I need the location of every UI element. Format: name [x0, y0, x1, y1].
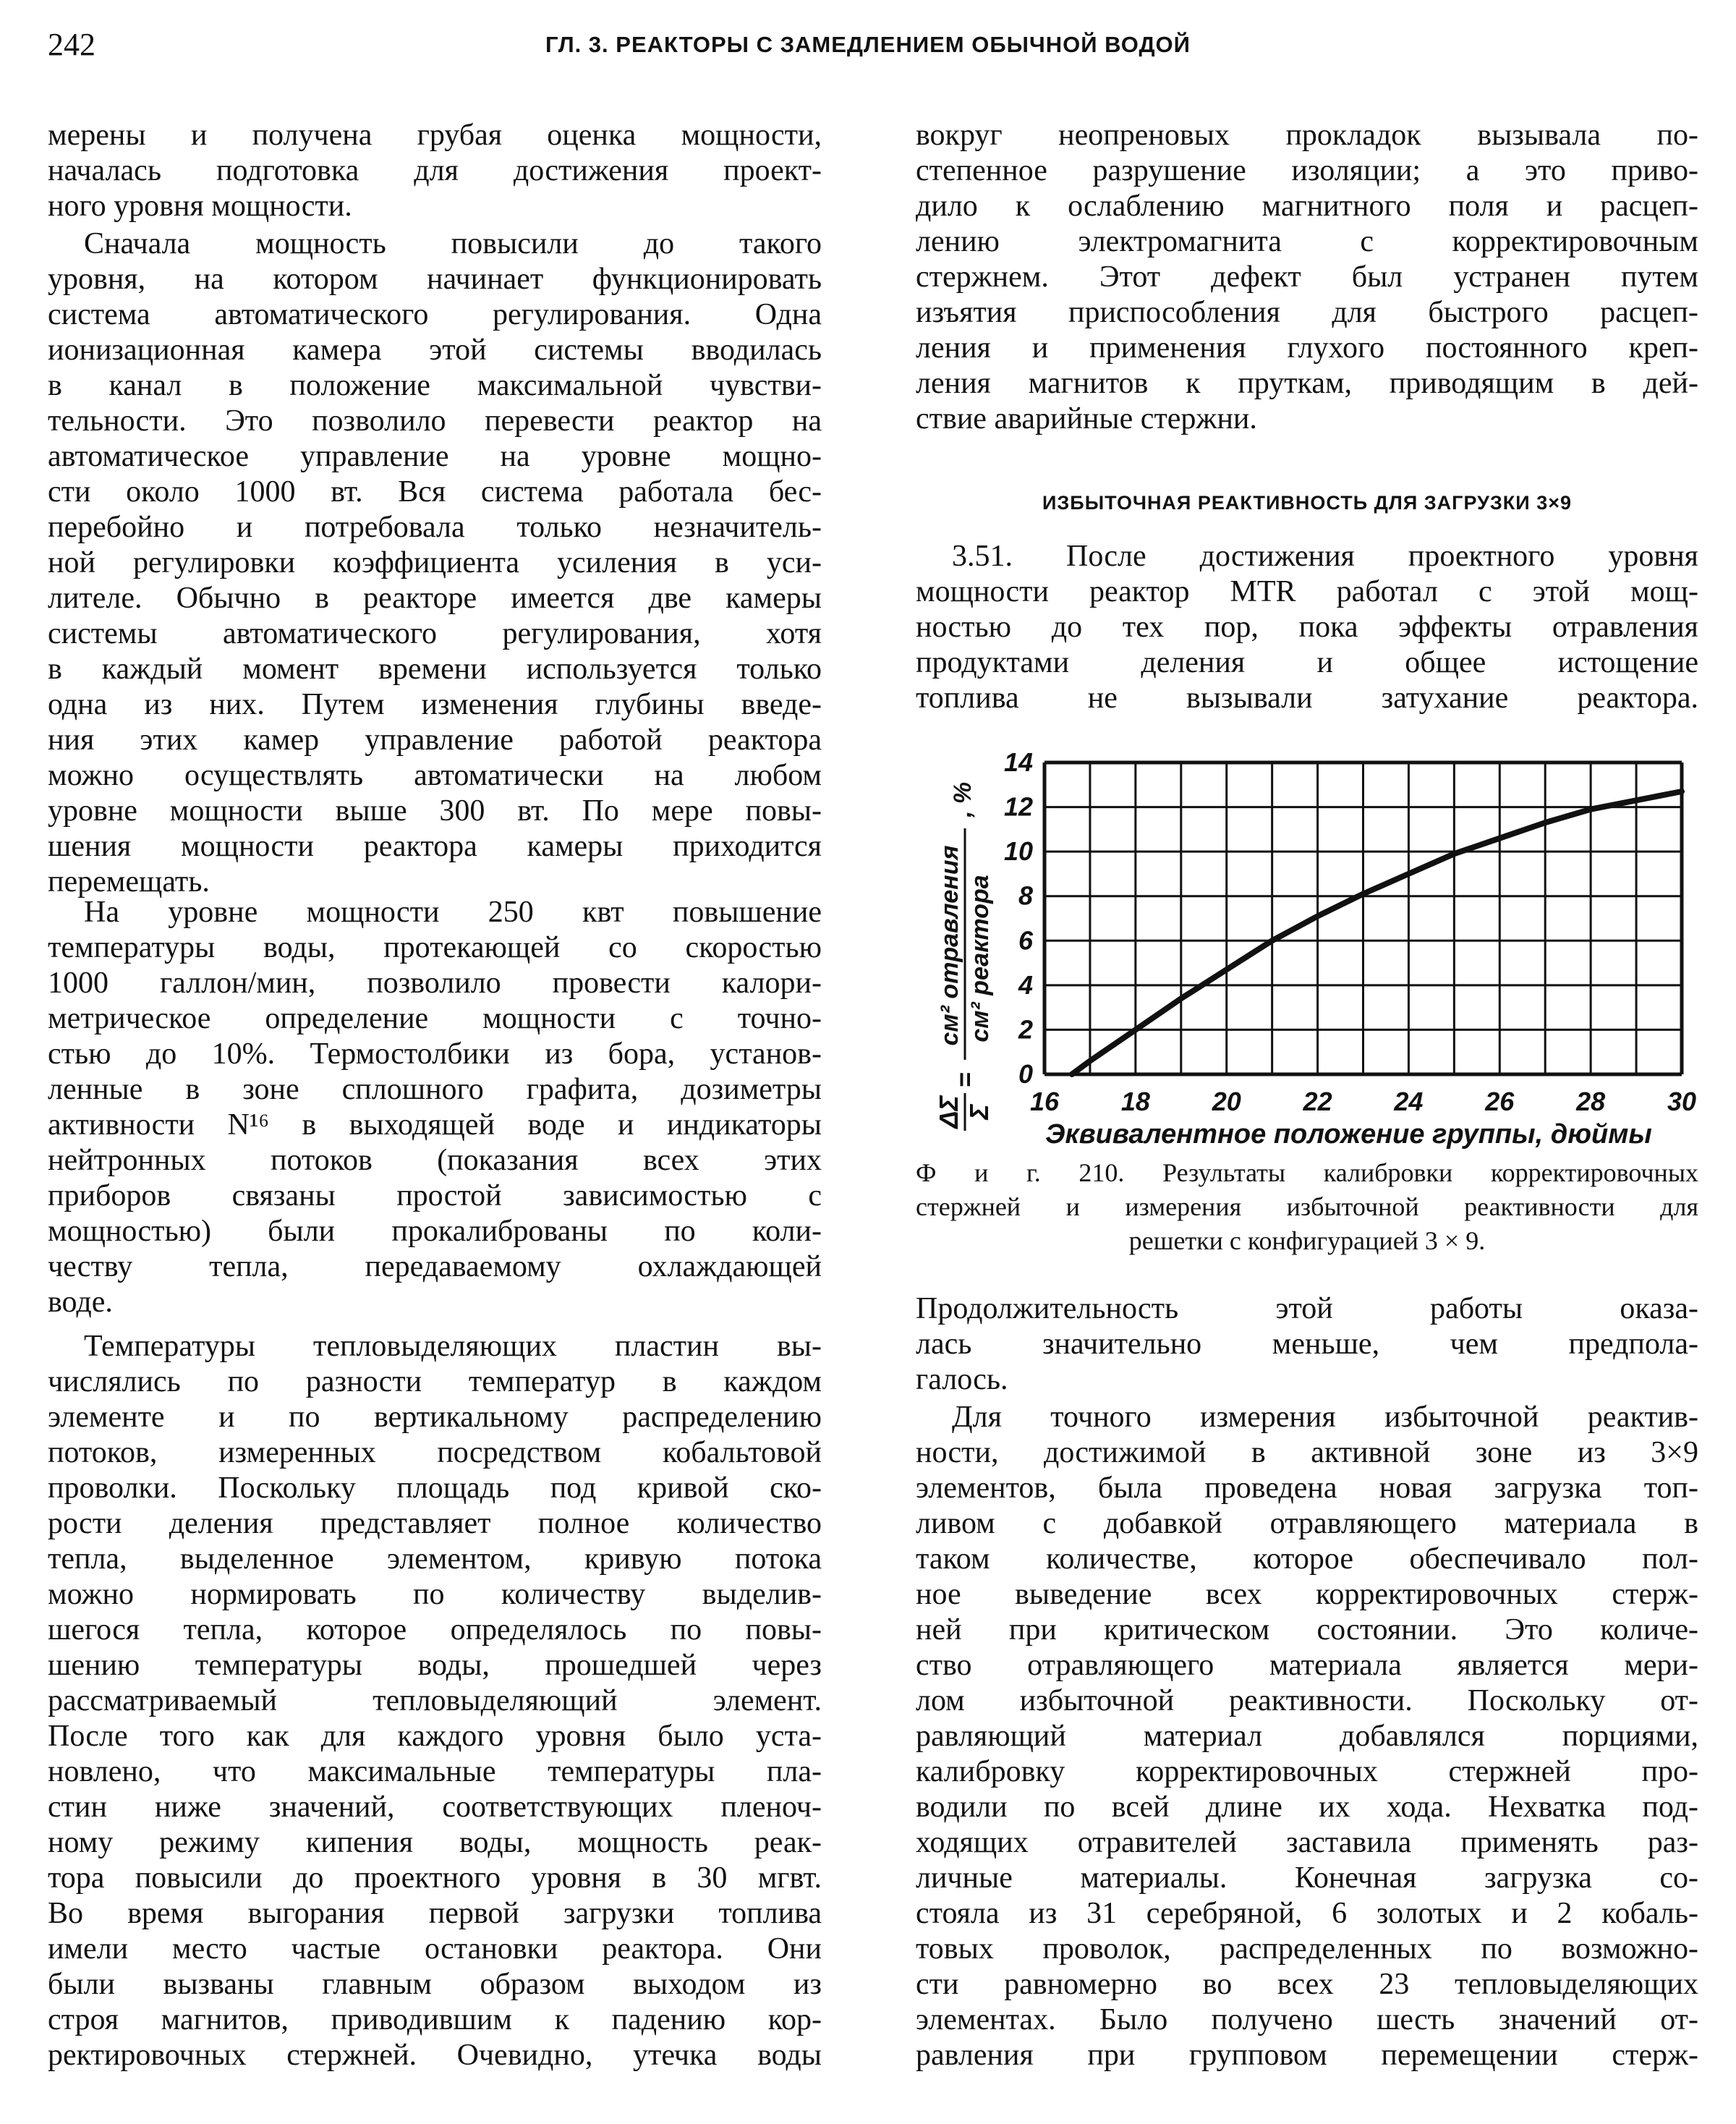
text-line: Продолжительность этой работы оказа- — [916, 1292, 1698, 1325]
x-tick-label: 30 — [1667, 1087, 1697, 1116]
x-tick-label: 26 — [1485, 1087, 1515, 1116]
y-tick-label: 4 — [1018, 969, 1033, 1000]
paragraph — [48, 895, 822, 1320]
paragraph — [48, 226, 822, 900]
text-line: элементах. Было получено шесть значений от- — [916, 2003, 1698, 2036]
text-line: температуры воды, протекающей со скоростью — [48, 931, 822, 964]
paragraph — [916, 118, 1698, 437]
text-line: лению электромагнита с корректировочным — [916, 225, 1698, 258]
text-line: равления при групповом перемещении стерж- — [916, 2039, 1698, 2072]
text-line: стин ниже значений, соответствующих пленоч- — [48, 1790, 822, 1824]
y-tick-label: 6 — [1018, 925, 1033, 956]
y-tick-label: 0 — [1018, 1059, 1033, 1089]
text-line: ленные в зоне сплошного графита, дозиметры — [48, 1073, 822, 1106]
text-line: 3.51. После достижения проектного уровня — [952, 540, 1698, 573]
text-line: строя магнитов, приводившим к падению кор- — [48, 2003, 822, 2036]
text-line: ления и применения глухого постоянного креп- — [916, 331, 1698, 365]
text-line: тельности. Это позволило перевести реактор на — [48, 404, 822, 438]
text-line: рассматриваемый тепловыделяющий элемент. — [48, 1684, 822, 1717]
y-tick-label: 2 — [1018, 1014, 1033, 1045]
text-line: равляющий материал добавлялся порциями, — [916, 1720, 1698, 1753]
x-axis-title: Эквивалентное положение группы, дюймы — [1045, 1119, 1652, 1150]
text-line: элементе и по вертикальному распределению — [48, 1401, 822, 1434]
paragraph — [916, 539, 1698, 716]
text-line: шегося тепла, которое определялось по повы- — [48, 1613, 822, 1647]
text-line: После того как для каждого уровня было уста- — [48, 1720, 822, 1753]
text-line: изъятия приспособления для быстрого расцеп- — [916, 296, 1698, 329]
ylabel-equals: = — [950, 1072, 979, 1088]
text-line: можно нормировать по количеству выделив- — [48, 1578, 822, 1611]
text-line: стержнем. Этот дефект был устранен путем — [916, 260, 1698, 294]
text-line: степенное разрушение изоляции; а это приво- — [916, 154, 1698, 187]
text-line: рости деления представляет полное количество — [48, 1507, 822, 1540]
y-axis-title — [934, 782, 994, 1131]
text-line: сти равномерно во всех 23 тепловыделяющих — [916, 1968, 1698, 2001]
text-line: можно осуществлять автоматически на любом — [48, 759, 822, 792]
text-line: в каждый момент времени используется только — [48, 653, 822, 686]
text-line: перемещать. — [48, 865, 210, 899]
text-line: Сначала мощность повысили до такого — [84, 227, 822, 260]
text-line: уровня, на котором начинает функционировать — [48, 263, 822, 296]
x-tick-label: 22 — [1303, 1087, 1332, 1116]
text-line: активности N¹⁶ в выходящей воде и индикаторы — [48, 1108, 822, 1142]
figure-caption — [916, 1156, 1698, 1258]
section-heading: ИЗБЫТОЧНАЯ РЕАКТИВНОСТЬ ДЛЯ ЗАГРУЗКИ 3×9 — [1042, 492, 1572, 514]
text-line: одна из них. Путем изменения глубины введе- — [48, 688, 822, 721]
text-line: водили по всей длине их хода. Нехватка под- — [916, 1790, 1698, 1824]
text-line: дило к ослаблению магнитного поля и расцеп- — [916, 190, 1698, 223]
text-line: элементов, была проведена новая загрузка топ- — [916, 1471, 1698, 1505]
text-line: метрическое определение мощности с точно- — [48, 1002, 822, 1035]
text-line: ство отравляющего материала является мери- — [916, 1649, 1698, 1682]
text-line: ния этих камер управление работой реактора — [48, 723, 822, 757]
text-line: стью до 10%. Термостолбики из бора, установ- — [48, 1037, 822, 1071]
paragraph — [916, 1291, 1698, 1398]
ylabel-lhs-numerator: ΔΣ — [934, 1095, 963, 1129]
text-line: ления магнитов к пруткам, приводящим в дей- — [916, 367, 1698, 400]
text-line: новлено, что максимальные температуры пла- — [48, 1755, 822, 1788]
text-line: ливом с добавкой отравляющего материала в — [916, 1507, 1698, 1540]
text-line: числялись по разности температур в каждом — [48, 1365, 822, 1398]
text-line: система автоматического регулирования. Одна — [48, 298, 822, 331]
text-line: сти около 1000 вт. Вся система работала бес- — [48, 475, 822, 509]
text-line: мощностью) были прокалиброваны по коли- — [48, 1215, 822, 1248]
text-line: галось. — [916, 1363, 1008, 1396]
text-line: Во время выгорания первой загрузки топлива — [48, 1897, 822, 1930]
x-tick-label: 16 — [1029, 1087, 1060, 1116]
text-line: ное выведение всех корректировочных стерж- — [916, 1578, 1698, 1611]
text-line: тора повысили до проектного уровня в 30 мгвт. — [48, 1861, 822, 1895]
text-line: лом избыточной реактивности. Поскольку от- — [916, 1684, 1698, 1717]
text-line: шения мощности реактора камеры приходится — [48, 830, 822, 863]
text-line: ионизационная камера этой системы вводилась — [48, 334, 822, 367]
text-line: тепла, выделенное элементом, кривую потока — [48, 1542, 822, 1576]
text-line: личные материалы. Конечная загрузка со- — [916, 1861, 1698, 1895]
text-line: воде. — [48, 1286, 113, 1319]
text-line: в канал в положение максимальной чувстви- — [48, 369, 822, 402]
text-line: 1000 галлон/мин, позволило провести калори- — [48, 967, 822, 1000]
text-line: потоков, измеренных посредством кобальтовой — [48, 1436, 822, 1469]
text-line: честву тепла, передаваемому охлаждающей — [48, 1250, 822, 1283]
text-line: уровне мощности выше 300 вт. По мере повы- — [48, 794, 822, 828]
text-line: ректировочных стержней. Очевидно, утечка воды — [48, 2039, 822, 2072]
text-line: ностью до тех пор, пока эффекты отравления — [916, 611, 1698, 644]
text-line: лась значительно меньше, чем предпола- — [916, 1328, 1698, 1361]
ylabel-lhs-denominator: Σ — [964, 1104, 994, 1120]
paragraph — [916, 1400, 1698, 2073]
text-line: автоматическое управление на уровне мощно- — [48, 440, 822, 473]
caption-line: стержней и измерения избыточной реактивности для — [916, 1192, 1698, 1221]
text-line: нейтронных потоков (показания всех этих — [48, 1144, 822, 1177]
x-tick-label: 18 — [1120, 1087, 1150, 1116]
ylabel-numerator: см² отравления — [936, 845, 963, 1046]
text-line: мощности реактор MTR работал с этой мощ- — [916, 575, 1698, 608]
text-line: вокруг неопреновых прокладок вызывала по- — [916, 119, 1698, 152]
text-line: системы автоматического регулирования, хотя — [48, 617, 822, 650]
y-tick-label: 14 — [1003, 747, 1033, 777]
text-line: ности, достижимой в активной зоне из 3×9 — [916, 1436, 1698, 1469]
chart — [911, 745, 1707, 1157]
text-line: приборов связаны простой зависимостью с — [48, 1179, 822, 1212]
page-number: 242 — [48, 27, 95, 62]
caption-line: Ф и г. 210. Результаты калибровки корректировочных — [916, 1158, 1698, 1187]
y-tick-label: 12 — [1003, 791, 1033, 822]
text-line: товых проволок, распределенных по возможно- — [916, 1932, 1698, 1966]
text-line: Температуры тепловыделяющих пластин вы- — [84, 1330, 822, 1363]
text-line: ней при критическом состоянии. Это количе- — [916, 1613, 1698, 1647]
running-title: ГЛ. 3. РЕАКТОРЫ С ЗАМЕДЛЕНИЕМ ОБЫЧНОЙ ВОДОЙ — [545, 32, 1191, 57]
text-line: ствие аварийные стержни. — [916, 402, 1257, 436]
x-tick-label: 28 — [1576, 1087, 1606, 1116]
paragraph — [48, 1329, 822, 2073]
y-tick-label: 10 — [1003, 836, 1033, 867]
paragraph — [48, 118, 822, 224]
text-line: проволки. Поскольку площадь под кривой ско- — [48, 1471, 822, 1505]
ylabel-unit: , % — [949, 781, 977, 817]
text-line: ходящих отравителей заставила применять раз- — [916, 1826, 1698, 1859]
text-line: продуктами деления и общее истощение — [916, 646, 1698, 679]
text-line: На уровне мощности 250 квт повышение — [84, 896, 822, 929]
text-line: стояла из 31 серебряной, 6 золотых и 2 кобаль- — [916, 1897, 1698, 1930]
text-line: перебойно и потребовала только незначитель- — [48, 511, 822, 544]
y-tick-label: 8 — [1018, 880, 1033, 911]
text-line: калибровку корректировочных стержней про- — [916, 1755, 1698, 1788]
x-tick-label: 20 — [1212, 1087, 1241, 1116]
text-line: ному режиму кипения воды, мощность реак- — [48, 1826, 822, 1859]
caption-line: решетки с конфигурацией 3 × 9. — [1128, 1226, 1486, 1255]
text-line: таком количестве, которое обеспечивало пол- — [916, 1542, 1698, 1576]
text-line: началась подготовка для достижения проект- — [48, 154, 822, 187]
text-line: топлива не вызывали затухание реактора. — [916, 681, 1698, 715]
text-line: имели место частые остановки реактора. Они — [48, 1932, 822, 1966]
text-line: были вызваны главным образом выходом из — [48, 1968, 822, 2001]
ylabel-denominator: см² реактора — [966, 875, 994, 1042]
text-line: лителе. Обычно в реакторе имеется две камеры — [48, 582, 822, 615]
text-line: ной регулировки коэффициента усиления в уси- — [48, 546, 822, 579]
text-line: Для точного измерения избыточной реактив- — [952, 1401, 1698, 1434]
text-line: мерены и получена грубая оценка мощности, — [48, 119, 822, 152]
text-line: шению температуры воды, прошедшей через — [48, 1649, 822, 1682]
text-line: ного уровня мощности. — [48, 190, 352, 223]
x-tick-label: 24 — [1394, 1087, 1424, 1116]
